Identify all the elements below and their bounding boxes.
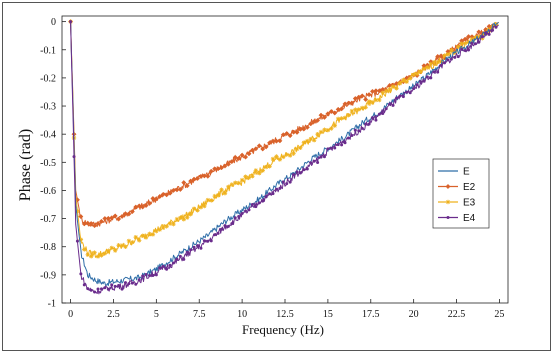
series-marker-E4 [199,247,202,250]
x-tick-label: 7.5 [192,309,206,320]
series-marker-E2 [79,214,83,218]
series-marker-E4 [299,172,302,175]
series-marker-E3 [291,151,295,155]
series-marker-E4 [220,228,223,231]
series-marker-E3 [147,232,151,236]
series-marker-E4 [416,83,419,86]
series-marker-E3 [370,100,374,104]
series-marker-E4 [172,261,175,264]
series-marker-E4 [320,156,323,159]
y-tick-label: -0.5 [40,157,56,169]
legend-label: E2 [463,182,476,193]
series-marker-E4 [230,222,233,225]
series-marker-E4 [323,155,326,158]
series-marker-E4 [474,42,477,45]
y-tick-label: -0.3 [40,101,56,113]
series-marker-E4 [227,225,230,228]
series-marker-E3 [103,251,107,255]
series-marker-E3 [164,224,168,228]
series-marker-E4 [460,48,463,51]
series-marker-E3 [343,116,347,120]
series-marker-E4 [385,107,388,110]
series-marker-E3 [346,113,350,117]
series-marker-E3 [171,222,175,226]
series-marker-E3 [250,174,254,178]
series-marker-E3 [195,208,199,212]
x-tick-label: 17.5 [362,309,380,320]
series-marker-E4 [453,56,456,59]
series-marker-E3 [206,198,210,202]
x-tick-label: 10 [237,309,248,320]
series-marker-E3 [168,221,172,225]
series-marker-E4 [127,282,130,285]
series-marker-E4 [306,168,309,171]
series-marker-E4 [151,274,154,277]
legend-marker [447,216,450,219]
series-marker-E4 [134,283,137,286]
series-marker-E4 [340,143,343,146]
series-marker-E3 [418,69,422,73]
series-marker-E4 [326,147,329,150]
y-tick-label: -1 [47,298,56,310]
series-marker-E4 [392,104,395,107]
series-marker-E4 [103,286,106,289]
series-marker-E4 [433,70,436,73]
y-tick-label: -0.2 [40,73,56,85]
series-marker-E4 [491,29,494,32]
series-marker-E4 [361,127,364,130]
series-marker-E3 [185,215,189,219]
series-marker-E4 [158,266,161,269]
series-marker-E4 [405,91,408,94]
series-marker-E3 [377,98,381,102]
series-marker-E4 [371,116,374,119]
series-marker-E4 [429,76,432,79]
series-marker-E4 [107,288,110,291]
y-tick-label: -0.1 [40,45,56,57]
series-marker-E3 [415,72,419,76]
series-marker-E4 [368,123,371,126]
series-marker-E4 [100,287,103,290]
x-tick-label: 20 [408,309,419,320]
series-marker-E3 [151,232,155,236]
series-marker-E4 [131,282,134,285]
series-marker-E3 [212,194,216,198]
x-tick-label: 22.5 [447,309,466,320]
series-marker-E3 [113,248,117,252]
series-marker-E4 [350,134,353,137]
series-marker-E4 [121,288,124,291]
series-marker-E4 [86,287,89,290]
series-marker-E4 [90,289,93,292]
series-marker-E4 [374,119,377,122]
series-marker-E4 [114,285,117,288]
series-marker-E3 [216,193,220,197]
series-marker-E3 [312,138,316,142]
series-marker-E4 [179,255,182,258]
series-marker-E3 [411,73,415,77]
series-marker-E4 [422,80,425,83]
series-marker-E4 [285,182,288,185]
series-marker-E4 [258,201,261,204]
series-marker-E3 [305,139,309,143]
y-tick-label: -0.6 [40,185,56,197]
series-marker-E4 [265,195,268,198]
series-marker-E3 [264,165,268,169]
series-marker-E3 [144,235,148,239]
series-marker-E4 [141,274,144,277]
series-marker-E4 [93,290,96,293]
legend-label: E4 [463,213,476,224]
series-marker-E4 [69,20,72,23]
series-marker-E4 [440,64,443,67]
series-marker-E4 [148,274,151,277]
series-marker-E4 [210,239,213,242]
x-tick-label: 0 [68,309,74,320]
series-marker-E3 [188,212,192,216]
series-marker-E4 [278,187,281,190]
series-marker-E3 [226,185,230,189]
series-marker-E4 [333,146,336,149]
x-tick-label: 2.5 [107,309,120,320]
series-marker-E3 [267,164,271,168]
series-marker-E3 [298,146,302,150]
series-marker-E3 [322,128,326,132]
series-marker-E4 [145,273,148,276]
series-marker-E3 [315,132,319,136]
series-marker-E4 [254,205,257,208]
series-marker-E3 [360,106,364,110]
series-marker-E4 [203,239,206,242]
series-marker-E4 [426,75,429,78]
x-tick-label: 5 [153,309,159,320]
x-tick-label: 12.5 [276,309,294,320]
series-marker-E4 [347,136,350,139]
series-marker-E3 [398,81,402,85]
legend [433,159,489,228]
series-marker-E4 [138,278,141,281]
series-marker-E3 [363,105,367,109]
series-marker-E2 [182,180,186,184]
series-marker-E4 [446,58,449,61]
series-marker-E4 [206,240,209,243]
series-marker-E4 [364,123,367,126]
series-marker-E3 [257,171,261,175]
series-marker-E4 [313,160,316,163]
series-marker-E3 [261,168,265,172]
series-marker-E4 [470,42,473,45]
series-marker-E4 [292,173,295,176]
y-tick-label: -0.4 [40,129,56,141]
legend-marker [446,200,450,204]
series-marker-E3 [446,52,450,56]
series-marker-E4 [217,232,220,235]
series-marker-E4 [275,188,278,191]
series-marker-E4 [488,33,491,36]
series-marker-E4 [193,246,196,249]
series-marker-E3 [110,246,114,250]
series-marker-E3 [425,65,429,69]
x-tick-label: 25 [494,309,505,320]
series-marker-E4 [450,58,453,61]
series-marker-E3 [99,253,103,257]
series-marker-E4 [484,31,487,34]
series-marker-E3 [223,191,227,195]
series-marker-E4 [344,141,347,144]
series-marker-E3 [96,254,100,258]
y-tick-label: -0.7 [40,214,56,226]
series-marker-E3 [387,87,391,91]
series-marker-E2 [319,113,323,117]
series-marker-E3 [134,235,138,239]
series-marker-E4 [302,168,305,171]
y-axis-label: Phase (rad) [17,128,34,202]
y-tick-label: -0.8 [40,242,56,254]
series-marker-E4 [409,91,412,94]
series-marker-E4 [155,273,158,276]
series-marker-E4 [182,258,185,261]
series-marker-E3 [209,198,213,202]
series-marker-E4 [76,240,79,243]
series-marker-E4 [395,97,398,100]
series-marker-E4 [419,80,422,83]
series-marker-E4 [309,161,312,164]
series-marker-E4 [316,161,319,164]
y-tick-label: 0 [51,17,56,29]
series-marker-E4 [271,192,274,195]
series-marker-E4 [97,287,100,290]
series-marker-E3 [254,168,258,172]
series-marker-E4 [165,268,168,271]
series-marker-E3 [219,188,223,192]
series-marker-E3 [319,130,323,134]
series-marker-E3 [271,157,275,161]
series-marker-E4 [241,212,244,215]
series-marker-E4 [398,94,401,97]
series-marker-E3 [408,76,412,80]
series-marker-E4 [436,71,439,74]
series-marker-E4 [124,281,127,284]
x-tick-label: 15 [322,309,333,320]
series-marker-E4 [337,143,340,146]
series-marker-E3 [394,86,398,90]
series-marker-E3 [274,154,278,158]
series-marker-E3 [92,250,96,254]
series-marker-E2 [363,97,367,101]
series-marker-E4 [175,258,178,261]
series-marker-E4 [117,284,120,287]
series-marker-E4 [289,181,292,184]
series-marker-E4 [73,155,76,158]
series-marker-E3 [123,245,127,249]
series-marker-E3 [405,80,409,84]
series-marker-E3 [329,126,333,130]
series-marker-E4 [251,203,254,206]
series-marker-E4 [282,180,285,183]
series-marker-E4 [186,251,189,254]
series-marker-E4 [234,216,237,219]
series-marker-E4 [330,147,333,150]
series-marker-E4 [457,55,460,58]
series-marker-E3 [333,123,337,127]
y-tick-label: -0.9 [40,270,56,282]
series-marker-E3 [285,152,289,156]
series-marker-E4 [223,224,226,227]
series-marker-E3 [243,174,247,178]
series-marker-E4 [196,244,199,247]
series-marker-E3 [240,178,244,182]
series-marker-E4 [402,95,405,98]
series-marker-E3 [82,247,86,251]
series-marker-E4 [412,87,415,90]
series-marker-E4 [494,26,497,29]
series-marker-E4 [169,264,172,267]
series-marker-E4 [244,209,247,212]
series-marker-E3 [336,117,340,121]
series-marker-E2 [367,92,371,96]
series-marker-E4 [477,41,480,44]
series-marker-E4 [354,129,357,132]
series-marker-E4 [296,170,299,173]
series-marker-E4 [79,272,82,275]
series-marker-E3 [130,240,134,244]
series-layer [68,19,499,293]
series-marker-E4 [481,35,484,38]
x-axis-label: Frequency (Hz) [242,322,324,337]
series-marker-E3 [278,157,282,161]
series-marker-E3 [89,254,93,258]
series-marker-E4 [110,283,113,286]
series-marker-E3 [281,155,285,159]
series-marker-E4 [443,61,446,64]
series-marker-E4 [464,49,467,52]
series-marker-E4 [247,208,250,211]
series-marker-E3 [236,181,240,185]
series-marker-E4 [467,49,470,52]
series-marker-E4 [189,248,192,251]
series-marker-E4 [83,283,86,286]
series-marker-E4 [381,112,384,115]
series-marker-E4 [357,129,360,132]
series-marker-E3 [137,238,141,242]
series-marker-E4 [388,103,391,106]
series-marker-E3 [106,249,110,253]
series-marker-E4 [237,215,240,218]
series-marker-E3 [339,116,343,120]
series-marker-E4 [378,113,381,116]
series-marker-E3 [202,204,206,208]
legend-label: E [463,166,470,178]
series-marker-E4 [162,265,165,268]
series-marker-E4 [213,233,216,236]
legend-label: E3 [463,197,476,209]
series-marker-E4 [261,200,264,203]
series-marker-E4 [268,192,271,195]
